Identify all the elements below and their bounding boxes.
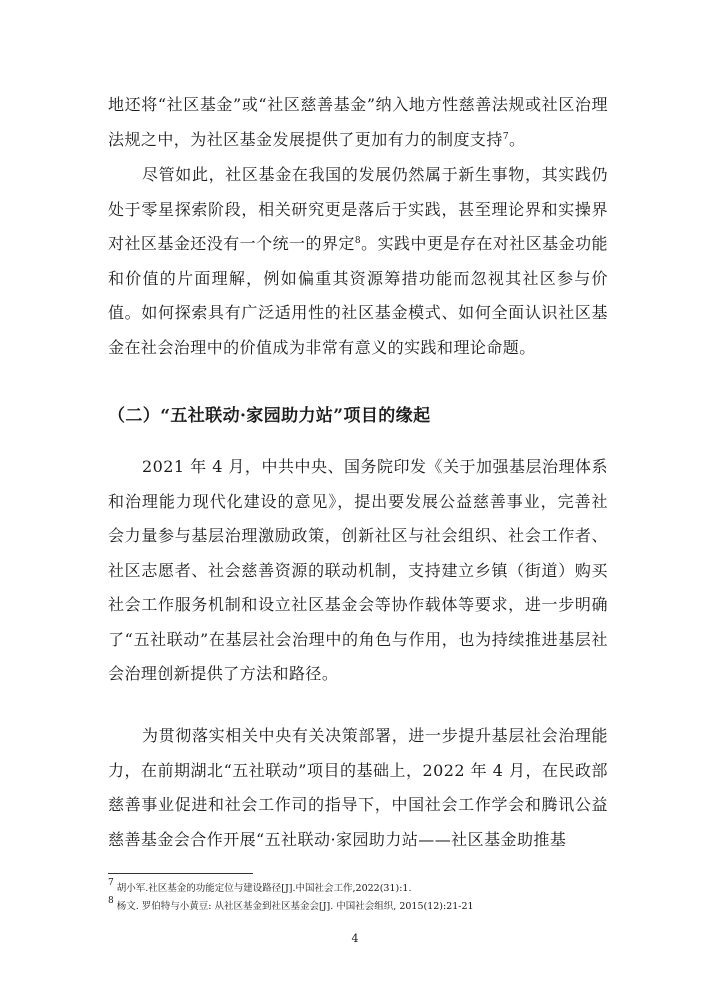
paragraph-tail: 。 xyxy=(509,129,526,149)
footnote-ref-7[interactable]: 7 xyxy=(502,131,509,142)
footnote-text: 杨文. 罗伯特与小黄豆: 从社区基金到社区基金会[J]. 中国社会组织, 2015(12):21-21 xyxy=(116,901,474,912)
footnote-text: 胡小军.社区基金的功能定位与建设路径[J].中国社会工作,2022(31):1. xyxy=(116,883,412,894)
body-paragraph-4: 为贯彻落实相关中央有关决策部署，进一步提升基层社会治理能力，在前期湖北“五社联动”项目的基础上，2022 年 4 月，在民政部慈善事业促进和社会工作司的指导下，中国社会工作学会和腾讯公益慈善基金会合作开展“五社联动·家园助力站——社区基金助推基 xyxy=(108,726,608,849)
paragraph-text: 地还将“社区基金”或“社区慈善基金”纳入地方性慈善法规或社区治理法规之中，为社区基金发展提供了更加有力的制度支持 xyxy=(108,95,608,149)
body-paragraph-3: 2021 年 4 月，中共中央、国务院印发《关于加强基层治理体系和治理能力现代化建设的意见》，提出要发展公益慈善事业，完善社会力量参与基层治理激励政策，创新社区与社会组织、社会工作者、社区志愿者、社会慈善资源的联动机制，支持建立乡镇（街道）购买社会工作服务机制和设立社区基金会等协作载体等要求，进一步明确了“五社联动”在基层社会治理中的角色与作用，也为持续推进基层社会治理创新提供了方法和路径。 xyxy=(108,457,608,683)
footnote-8 xyxy=(108,898,608,916)
footnote-7 xyxy=(108,880,608,898)
paragraph-text: 尽管如此，社区基金在我国的发展仍然属于新生事物，其实践仍处于零星探索阶段，相关研究更是落后于实践，甚至理论界和实操界对社区基金还没有一个统一的界定 xyxy=(108,165,608,253)
footnote-ref-8[interactable]: 8 xyxy=(354,236,362,246)
footnote-number: 8 xyxy=(108,896,114,906)
footnote-divider xyxy=(108,873,253,874)
paragraph-tail: 。实践中更是存在对社区基金功能和价值的片面理解，例如偏重其资源筹措功能而忽视其社区参与价值。如何探索具有广泛适用性的社区基金模式、如何全面认识社区基金在社会治理中的价值成为非常有意义的实践和理论命题。 xyxy=(108,234,608,357)
section-heading: （二）“五社联动·家园助力站”项目的缘起 xyxy=(108,406,431,426)
page-number: 4 xyxy=(351,932,359,945)
body-paragraph-2 xyxy=(108,158,608,365)
body-paragraph-1 xyxy=(108,88,608,157)
footnote-number: 7 xyxy=(108,878,114,888)
footnotes xyxy=(108,880,608,916)
